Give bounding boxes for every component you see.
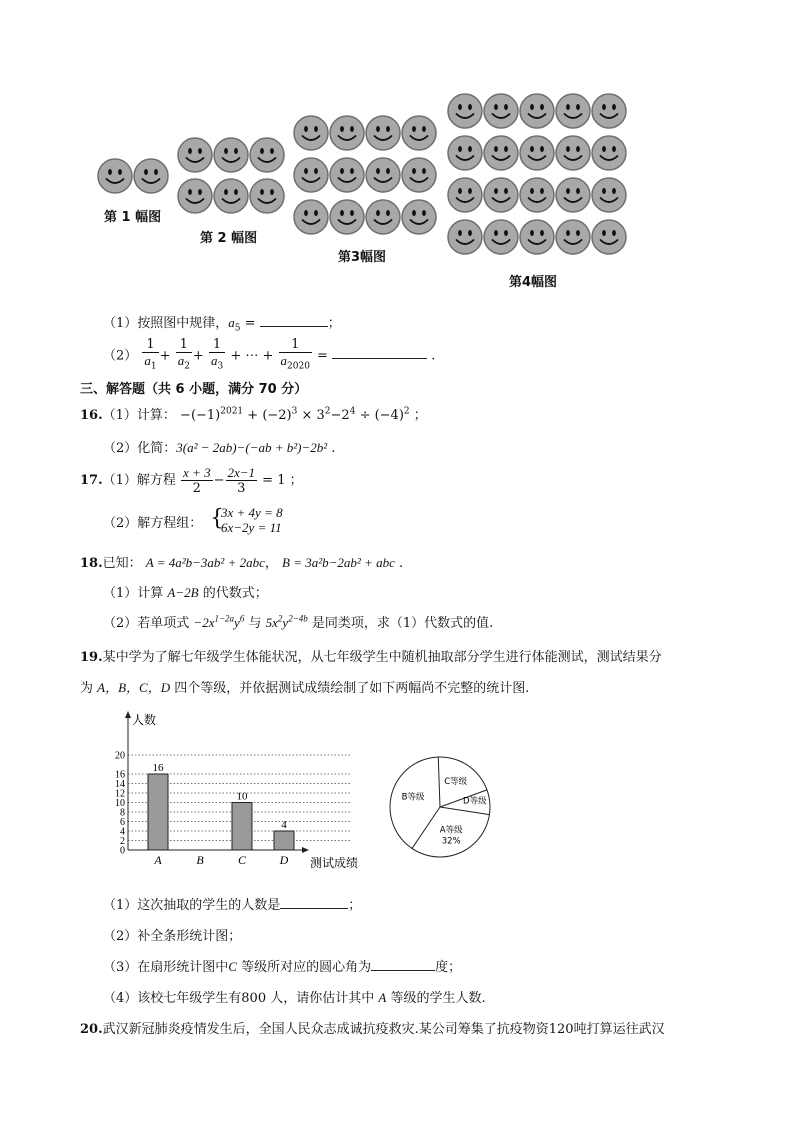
y-tick-label: 12 bbox=[115, 788, 125, 800]
smiley-face-icon bbox=[98, 159, 132, 193]
figure-4-label: 第4幅图 bbox=[509, 275, 558, 290]
figure-4-smileys bbox=[448, 94, 626, 254]
bar-D bbox=[274, 831, 294, 850]
x-axis-arrow bbox=[302, 847, 309, 853]
smiley-face-icon bbox=[448, 220, 482, 254]
smiley-face-icon bbox=[294, 116, 328, 150]
y-tick-label: 6 bbox=[120, 817, 125, 828]
smiley-face-icon bbox=[134, 159, 168, 193]
smiley-face-icon bbox=[448, 178, 482, 212]
x-tick-label: D bbox=[279, 853, 289, 867]
pie-slice-label: B等级 bbox=[401, 792, 425, 803]
y-tick-label: 8 bbox=[120, 807, 125, 819]
smiley-face-icon bbox=[520, 136, 554, 170]
q19-part3: （3）在扇形统计图中C 等级所对应的圆心角为 度； bbox=[103, 959, 462, 975]
q19-part1: （1）这次抽取的学生的人数是 ； bbox=[103, 898, 362, 913]
q15-part1: （1）按照图中规律，$a_5$ = ； bbox=[103, 315, 341, 334]
smiley-face-icon bbox=[330, 116, 364, 150]
smiley-face-icon bbox=[366, 200, 400, 234]
brace-symbol: { bbox=[210, 506, 224, 531]
figure-1-smileys bbox=[98, 159, 168, 193]
x-tick-label: A bbox=[154, 853, 162, 867]
smiley-face-icon bbox=[592, 136, 626, 170]
q16-part2: （2）化简：3(a² − 2ab)−(−ab + b²)−2b² . bbox=[103, 440, 336, 456]
smiley-face-icon bbox=[448, 94, 482, 128]
smiley-face-icon bbox=[402, 116, 436, 150]
data-label: 10 bbox=[236, 790, 248, 803]
x-tick-label: C bbox=[237, 853, 247, 867]
figure-2-smileys bbox=[178, 138, 284, 213]
y-tick-label: 0 bbox=[120, 845, 125, 857]
smiley-face-icon bbox=[484, 94, 518, 128]
q20-line1: 20.武汉新冠肺炎疫情发生后，全国人民众志成诚抗疫救灾.某公司筹集了抗疫物资120吨打算运往武汉 bbox=[80, 1022, 665, 1037]
y-tick-label: 10 bbox=[115, 798, 125, 809]
smiley-face-icon bbox=[366, 116, 400, 150]
bar-C bbox=[232, 803, 252, 851]
data-label: 16 bbox=[152, 762, 164, 774]
smiley-face-icon bbox=[178, 138, 212, 172]
q18-part2: （2）若单项式 $-2x^{1-2a}y^6$ 与 $5x^2y^{2-4b}$ 是同类项，求（1）代数式的值. bbox=[103, 613, 494, 631]
y-axis-label: 人数 bbox=[132, 713, 157, 727]
smiley-figures bbox=[0, 0, 794, 300]
y-tick-label: 4 bbox=[120, 826, 125, 838]
pie-slice-percent: 32% bbox=[441, 836, 461, 847]
y-tick-label: 14 bbox=[115, 779, 125, 790]
y-tick-label: 2 bbox=[120, 836, 125, 847]
smiley-face-icon bbox=[556, 94, 590, 128]
smiley-face-icon bbox=[592, 94, 626, 128]
smiley-face-icon bbox=[556, 178, 590, 212]
smiley-face-icon bbox=[178, 179, 212, 213]
q19-line1: 19.某中学为了解七年级学生体能状况，从七年级学生中随机抽取部分学生进行体能测试，测试结果分 bbox=[80, 650, 662, 665]
smiley-face-icon bbox=[520, 94, 554, 128]
y-tick-label: 16 bbox=[115, 769, 125, 781]
smiley-face-icon bbox=[556, 220, 590, 254]
smiley-face-icon bbox=[402, 158, 436, 192]
q17-part2: （2）解方程组： bbox=[103, 516, 203, 531]
q19-part2: （2）补全条形统计图； bbox=[103, 929, 242, 944]
x-tick-label: B bbox=[196, 853, 204, 867]
pie-slice-label: D等级 bbox=[463, 796, 487, 807]
y-axis-arrow bbox=[125, 711, 131, 718]
bar-A bbox=[148, 774, 168, 850]
smiley-face-icon bbox=[484, 178, 518, 212]
smiley-face-icon bbox=[330, 158, 364, 192]
smiley-face-icon bbox=[484, 220, 518, 254]
smiley-face-icon bbox=[214, 138, 248, 172]
smiley-face-icon bbox=[484, 136, 518, 170]
figure-3-smileys bbox=[294, 116, 436, 234]
smiley-face-icon bbox=[294, 200, 328, 234]
smiley-face-icon bbox=[294, 158, 328, 192]
x-axis-label: 测试成绩 bbox=[310, 856, 359, 870]
pie-slice-label: C等级 bbox=[444, 776, 468, 787]
bar-chart bbox=[100, 705, 380, 875]
equation-system: 3x + 4y = 8 6x−2y = 11 bbox=[221, 505, 283, 535]
smiley-face-icon bbox=[520, 178, 554, 212]
q19-part4: （4）该校七年级学生有800 人，请你估计其中 A 等级的学生人数. bbox=[103, 990, 486, 1006]
smiley-face-icon bbox=[330, 200, 364, 234]
figure-2-label: 第 2 幅图 bbox=[200, 231, 258, 246]
smiley-face-icon bbox=[214, 179, 248, 213]
smiley-face-icon bbox=[448, 136, 482, 170]
smiley-face-icon bbox=[556, 136, 590, 170]
figure-3-label: 第3幅图 bbox=[338, 250, 387, 265]
data-label: 4 bbox=[281, 819, 287, 831]
pie-slice-label: A等级 bbox=[439, 825, 463, 836]
smiley-face-icon bbox=[366, 158, 400, 192]
section-3-title: 三、解答题（共 6 小题，满分 70 分） bbox=[80, 382, 308, 397]
smiley-face-icon bbox=[402, 200, 436, 234]
q17-part1: 17.（1）解方程 $\frac{x + 3}{2}$ − $\frac{2x-1}{3}$ = 1 ； bbox=[80, 465, 303, 496]
smiley-face-icon bbox=[520, 220, 554, 254]
smiley-face-icon bbox=[250, 179, 284, 213]
q18-part1: （1）计算 A−2B 的代数式； bbox=[103, 585, 268, 601]
figure-1-label: 第 1 幅图 bbox=[104, 210, 162, 225]
q19-line2: 为 A，B，C，D 四个等级，并依据测试成绩绘制了如下两幅尚不完整的统计图. bbox=[80, 680, 530, 696]
pie-chart bbox=[385, 752, 495, 862]
q18-given: 18.已知： A = 4a²b−3ab² + 2abc， B = 3a²b−2ab² + abc . bbox=[80, 555, 404, 571]
smiley-face-icon bbox=[250, 138, 284, 172]
q16-part1: 16.（1）计算： $-(-1)^{2021} + (-2)^3 \times 3^2-2^4 \div (-4)^2$ ； bbox=[80, 406, 427, 423]
smiley-face-icon bbox=[592, 220, 626, 254]
q15-part2: （2） $\frac{1}{a_1}$ + $\frac{1}{a_2}$ + $\frac{1}{a_3}$ + ⋯ + $\frac{1}{a_{2020}}$ = . bbox=[103, 337, 436, 372]
smiley-face-icon bbox=[592, 178, 626, 212]
y-tick-label: 20 bbox=[115, 750, 125, 762]
